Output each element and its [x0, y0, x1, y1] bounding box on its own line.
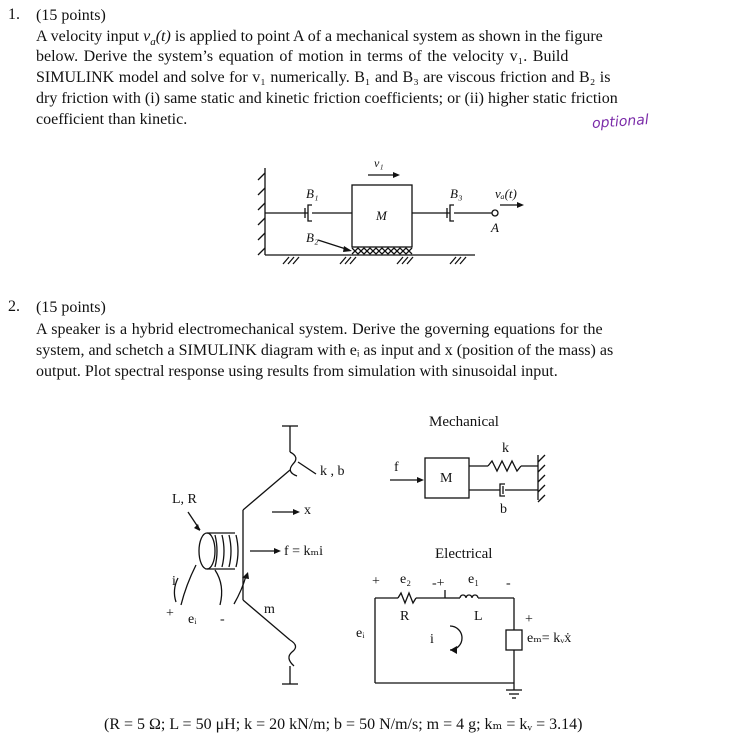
problem-1-line-1a: A velocity input: [36, 28, 140, 45]
label-e1: e₁: [468, 572, 480, 587]
velocity-input-symbol: $v_a(t)$: [143, 28, 171, 49]
mechanical-m-label: M: [440, 471, 453, 486]
mechanical-f-label: f: [394, 460, 399, 475]
label-l-r: L, R: [172, 492, 197, 507]
back-emf-source: [506, 630, 522, 650]
problem-1-line-3: SIMULINK model and solve for v₁ numerically. B₁ and B₃ are viscous friction and B₂ is: [36, 69, 611, 86]
label-b2: B₂: [306, 230, 319, 245]
problem-2-points: (15 points): [36, 299, 106, 316]
label-v1: v₁: [374, 156, 384, 170]
electrical-title: Electrical: [435, 546, 493, 562]
label-b3: B₃: [450, 186, 463, 201]
problem-1-line-4: dry friction with (i) same static and kinetic friction coefficients; or (ii) higher static friction: [36, 90, 618, 107]
label-m-block: M: [376, 208, 387, 223]
label-i-circuit: i: [430, 632, 434, 647]
label-m-speaker: m: [264, 602, 275, 617]
problem-2-line-2: system, and schetch a SIMULINK diagram with eᵢ as input and x (position of the mass) as: [36, 342, 614, 359]
problem-2-line-3: output. Plot spectral response using results from simulation with sinusoidal input.: [36, 363, 558, 380]
label-x: x: [304, 503, 311, 518]
problem-1-line-5: coefficient than kinetic.: [36, 111, 188, 128]
label-minus-right: -: [506, 576, 511, 591]
current-loop: [450, 626, 462, 650]
mechanical-b-label: b: [500, 502, 507, 517]
label-b1: B₁: [306, 186, 319, 201]
label-va: vₐ(t): [495, 186, 517, 201]
problem-1-line-1b: is applied to point A of a mechanical system as shown in the figure: [170, 28, 603, 45]
problem-1-number: 1.: [8, 6, 20, 23]
current-loop-head: [450, 646, 457, 654]
label-i-speaker: i: [172, 574, 176, 589]
label-plus-speaker: +: [166, 606, 174, 621]
label-point-a: A: [491, 220, 499, 235]
problem-2-line-1: A speaker is a hybrid electromechanical system. Derive the governing equations for the: [36, 321, 603, 338]
inductor-l: [460, 595, 478, 598]
problem-2-number: 2.: [8, 298, 20, 315]
handwritten-note: optional: [591, 112, 650, 132]
label-ei-circuit: eᵢ: [356, 626, 365, 641]
resistor-r: [398, 593, 416, 603]
label-r: R: [400, 609, 410, 624]
label-minus-speaker: -: [220, 612, 225, 627]
problem-1-points: (15 points): [36, 7, 106, 24]
problem-1-line-2: below. Derive the system’s equation of motion in terms of the velocity v₁. Build: [36, 48, 569, 65]
parameters-line: (R = 5 Ω; L = 50 μH; k = 20 kN/m; b = 50 N/m/s; m = 4 g; kₘ = kᵥ = 3.14): [104, 716, 583, 733]
label-k-b: k , b: [320, 464, 345, 479]
label-plus-left: +: [372, 574, 380, 589]
mechanical-k-label: k: [502, 441, 509, 456]
mechanical-title: Mechanical: [429, 414, 499, 430]
label-ei-speaker: eᵢ: [188, 612, 197, 627]
label-l: L: [474, 609, 483, 624]
label-minus-plus: -+: [432, 576, 445, 591]
label-e2: e₂: [400, 572, 412, 587]
label-em: eₘ= kᵥẋ: [527, 631, 572, 646]
label-force: f = kₘi: [284, 544, 324, 559]
label-plus-source: +: [525, 612, 533, 627]
